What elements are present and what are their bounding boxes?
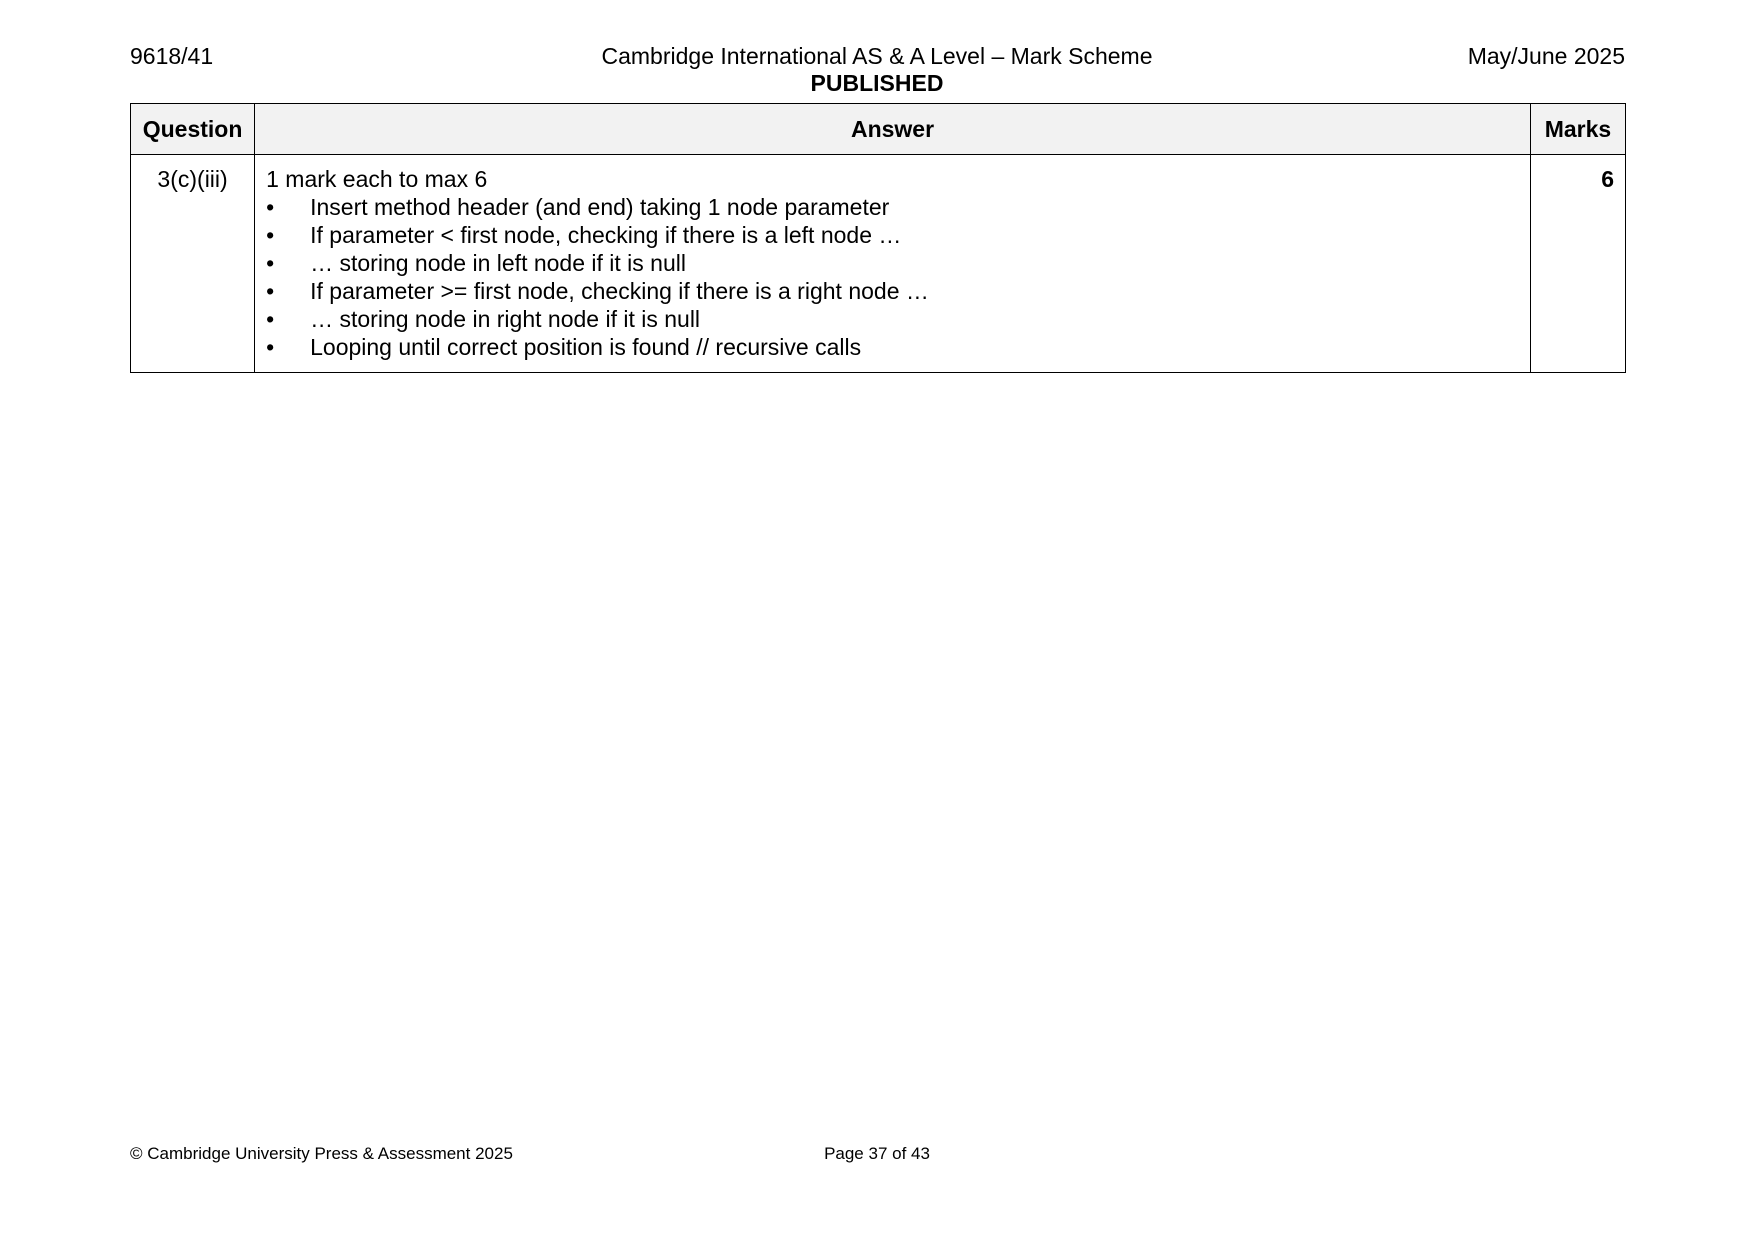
list-item	[266, 193, 1519, 221]
column-header-marks: Marks	[1530, 104, 1625, 155]
list-item	[266, 333, 1519, 361]
mark-point-text: If parameter >= first node, checking if there is a right node …	[310, 278, 929, 304]
question-number: 3(c)(iii)	[131, 155, 255, 373]
page-number: Page 37 of 43	[824, 1144, 930, 1163]
list-item	[266, 221, 1519, 249]
mark-point-text: … storing node in right node if it is null	[310, 306, 701, 332]
mark-point-text: If parameter < first node, checking if there is a left node …	[310, 222, 902, 248]
column-header-answer: Answer	[255, 104, 1531, 155]
list-item	[266, 277, 1519, 305]
copyright-notice: © Cambridge University Press & Assessment 2025	[130, 1144, 513, 1163]
bullet-icon: •	[266, 334, 275, 360]
mark-scheme-table	[130, 103, 1626, 373]
column-header-question: Question	[131, 104, 255, 155]
exam-session: May/June 2025	[1467, 43, 1625, 69]
table-header-row	[131, 104, 1626, 155]
bullet-icon: •	[266, 306, 275, 332]
list-item	[266, 305, 1519, 333]
bullet-icon: •	[266, 278, 275, 304]
answer-intro: 1 mark each to max 6	[266, 166, 488, 192]
bullet-icon: •	[266, 194, 275, 220]
bullet-icon: •	[266, 250, 275, 276]
syllabus-code: 9618/41	[130, 43, 214, 69]
published-label: PUBLISHED	[810, 70, 944, 96]
mark-point-text: Insert method header (and end) taking 1 node parameter	[310, 194, 890, 220]
list-item	[266, 249, 1519, 277]
mark-point-text: Looping until correct position is found // recursive calls	[310, 334, 862, 360]
mark-point-text: … storing node in left node if it is null	[310, 250, 686, 276]
answer-cell	[255, 155, 1531, 373]
mark-points-list	[266, 193, 1519, 361]
document-title: Cambridge International AS & A Level – Mark Scheme	[601, 43, 1153, 69]
bullet-icon: •	[266, 222, 275, 248]
marks-value: 6	[1530, 155, 1625, 373]
table-row	[131, 155, 1626, 373]
